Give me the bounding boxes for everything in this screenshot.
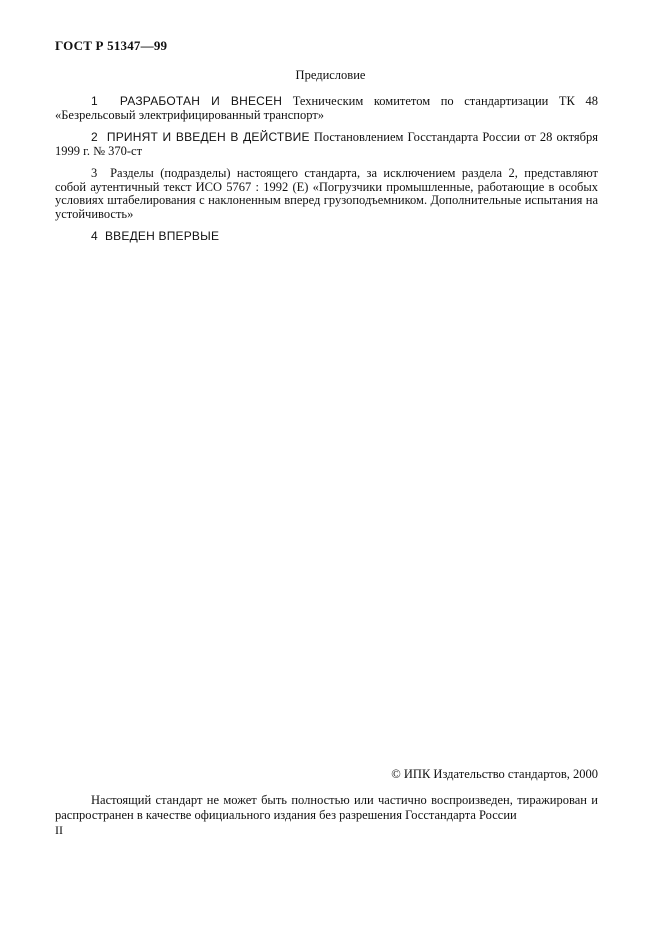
item-number: 4: [91, 229, 98, 243]
preface-item-4: [55, 230, 598, 244]
item-number: 1: [91, 94, 98, 108]
item-number: 2: [91, 130, 98, 144]
page-number: II: [55, 823, 63, 837]
item-text: Разделы (подразделы) настоящего стандарта, за исключением раздела 2, представляют собой аутентичный текст ИСО 5767 : 1992 (Е) «Погрузчики промышленные, работающие в особых условиях штабелирования с наклоненным вперед грузоподъемником. Дополнительные испытания на устойчивость»: [55, 166, 599, 221]
preface-item-3: [55, 167, 598, 221]
copyright-line: © ИПК Издательство стандартов, 2000: [391, 767, 598, 781]
reproduction-notice: Настоящий стандарт не может быть полностью или частично воспроизведен, тиражирован и распространен в качестве официального издания без разрешения Госстандарта России: [55, 793, 598, 822]
preface-title: Предисловие: [295, 68, 366, 82]
standard-code-header: ГОСТ Р 51347—99: [55, 38, 168, 53]
preface-item-1: [55, 95, 598, 122]
item-lead: ПРИНЯТ И ВВЕДЕН В ДЕЙСТВИЕ: [106, 130, 310, 144]
item-text: Техническим комитетом по стандартизации ТК 48 «Безрельсовый электрифицированный транспорт»: [55, 94, 598, 122]
item-lead: ВВЕДЕН ВПЕРВЫЕ: [104, 229, 220, 243]
preface-item-2: [55, 131, 598, 158]
item-lead: РАЗРАБОТАН И ВНЕСЕН: [119, 94, 283, 108]
item-text: Постановлением Госстандарта России от 28 октября 1999 г. № 370-ст: [55, 130, 599, 158]
item-number: 3: [91, 166, 98, 180]
